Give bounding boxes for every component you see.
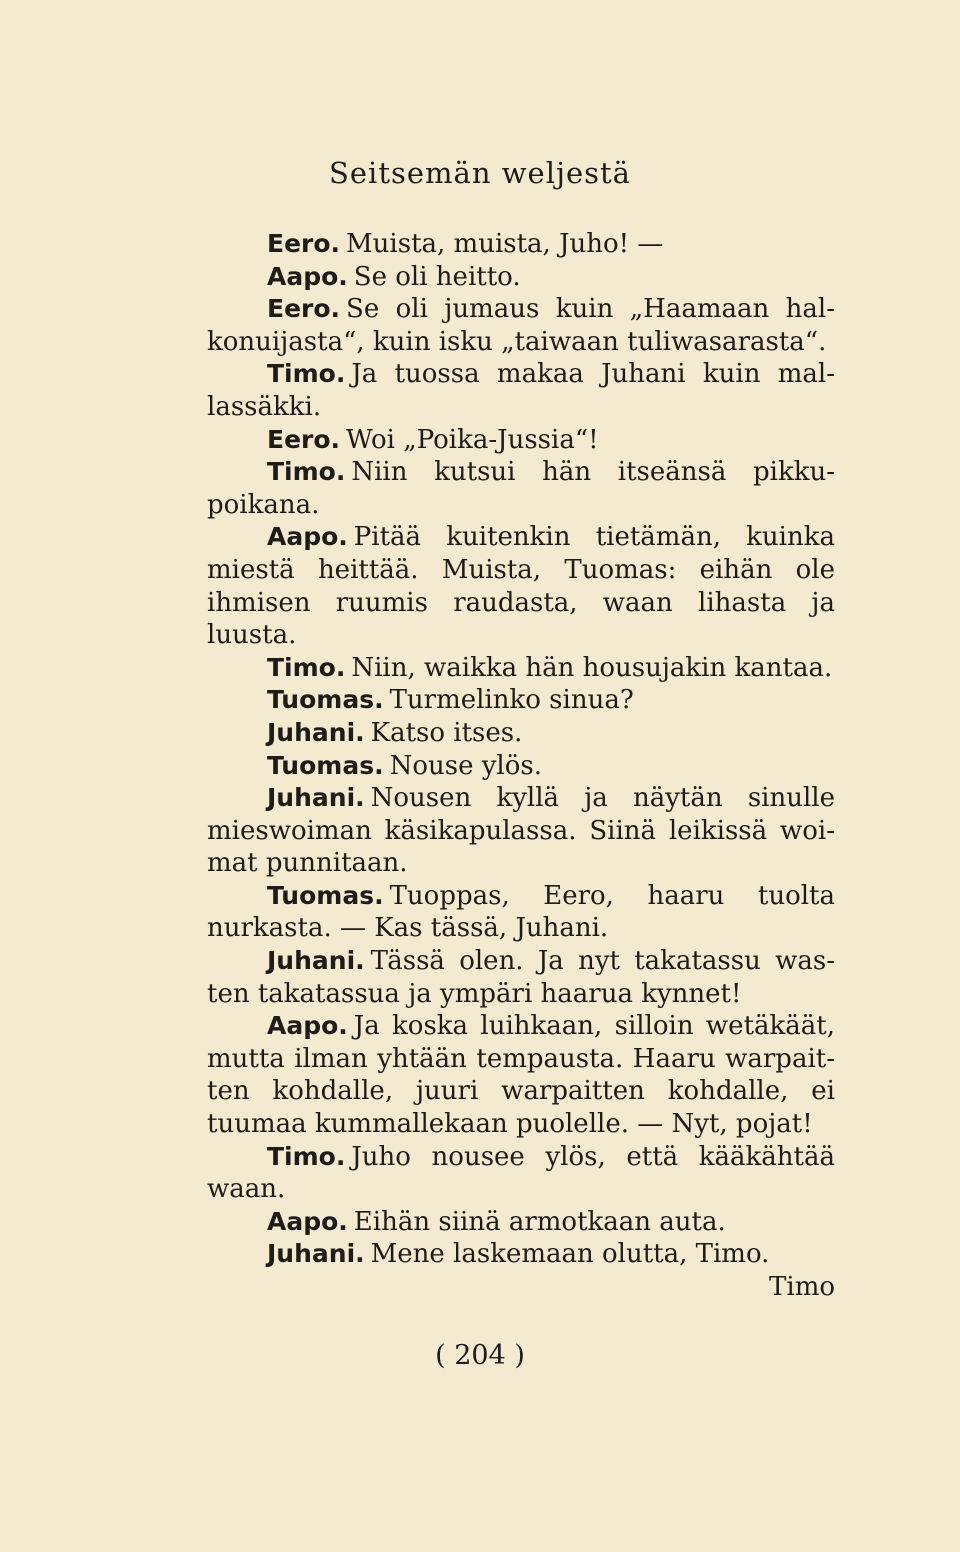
speaker-name: Eero.	[267, 424, 341, 454]
dialogue-line	[207, 293, 835, 358]
line-text: Niin kutsui hän itseänsä pikku-poikana.	[207, 457, 835, 520]
speaker-name: Eero.	[267, 294, 341, 324]
speaker-name: Aapo.	[267, 522, 348, 552]
running-head: Seitsemän weljestä	[329, 156, 631, 190]
speaker-name: Eero.	[267, 229, 341, 258]
speaker-name: Timo.	[267, 457, 346, 487]
speaker-name: Aapo.	[267, 1206, 348, 1236]
page-number: ( 204 )	[435, 1340, 525, 1371]
dialogue-line	[207, 880, 835, 945]
dialogue-line	[207, 521, 835, 651]
dialogue-line	[207, 652, 835, 685]
speaker-name: Aapo.	[267, 1011, 348, 1041]
dialogue-line	[207, 945, 835, 1010]
speaker-name: Juhani.	[267, 717, 365, 747]
dialogue-line	[207, 456, 835, 521]
speaker-name: Timo.	[267, 1141, 346, 1171]
dialogue-line	[207, 750, 835, 783]
line-text: Ja koska luihkaan, silloin wetäkäät, mutta ilman yhtään tempausta. Haaru warpait-ten kohdalle, juuri warpaitten kohdalle, ei tuumaa kummallekaan puolelle. — Nyt, pojat!	[207, 1011, 835, 1140]
line-text: Se oli jumaus kuin „Haamaan hal-konuijasta“, kuin isku „taiwaan tuliwasarasta“.	[207, 294, 835, 357]
dialogue-line	[207, 261, 835, 294]
line-text: Niin, waikka hän housujakin kantaa.	[351, 652, 833, 683]
dialogue-line	[207, 717, 835, 750]
line-text: Katso itses.	[370, 717, 523, 748]
line-text: Juho nousee ylös, että kääkähtää waan.	[207, 1141, 835, 1205]
line-text: Muista, muista, Juho! —	[346, 229, 664, 259]
speaker-name: Timo.	[267, 652, 346, 682]
speaker-name: Juhani.	[267, 946, 365, 976]
speaker-name: Tuomas.	[267, 750, 384, 780]
speaker-name: Juhani.	[267, 783, 365, 813]
speaker-name: Aapo.	[267, 261, 348, 291]
speaker-name: Tuomas.	[267, 685, 384, 715]
line-text: Turmelinko sinua?	[389, 685, 634, 716]
dialogue-line	[207, 782, 835, 880]
line-text: Eihän siinä armotkaan auta.	[353, 1206, 726, 1237]
dialogue-text	[207, 228, 835, 1304]
dialogue-line	[207, 1206, 835, 1239]
line-text: Ja tuossa makaa Juhani kuin mal-lassäkki.	[207, 359, 835, 422]
speaker-name: Juhani.	[267, 1239, 365, 1269]
line-text: Pitää kuitenkin tietämän, kuinka miestä heittää. Muista, Tuomas: eihän ole ihmisen ruumis raudasta, waan lihasta ja luusta.	[207, 522, 835, 651]
line-text: Nouse ylös.	[389, 750, 542, 781]
dialogue-line	[207, 1141, 835, 1206]
dialogue-line	[207, 684, 835, 717]
dialogue-line	[207, 424, 835, 457]
dialogue-line	[207, 1238, 835, 1271]
speaker-name: Timo.	[267, 359, 346, 389]
dialogue-line	[207, 358, 835, 423]
dialogue-line	[207, 228, 835, 261]
catchword: Timo	[769, 1272, 835, 1302]
line-text: Se oli heitto.	[353, 261, 521, 292]
line-text: Woi „Poika-Jussia“!	[346, 424, 599, 455]
speaker-name: Tuomas.	[267, 880, 384, 910]
dialogue-line	[207, 1010, 835, 1140]
line-text: Tuoppas, Eero, haaru tuolta nurkasta. — Kas tässä, Juhani.	[207, 880, 835, 944]
line-text: Mene laskemaan olutta, Timo.	[370, 1239, 770, 1270]
line-text: Nousen kyllä ja näytän sinulle mieswoiman käsikapulassa. Siinä leikissä woi-mat punnitaan.	[207, 783, 835, 879]
line-text: Tässä olen. Ja nyt takatassu was-ten takatassua ja ympäri haarua kynnet!	[207, 946, 835, 1009]
